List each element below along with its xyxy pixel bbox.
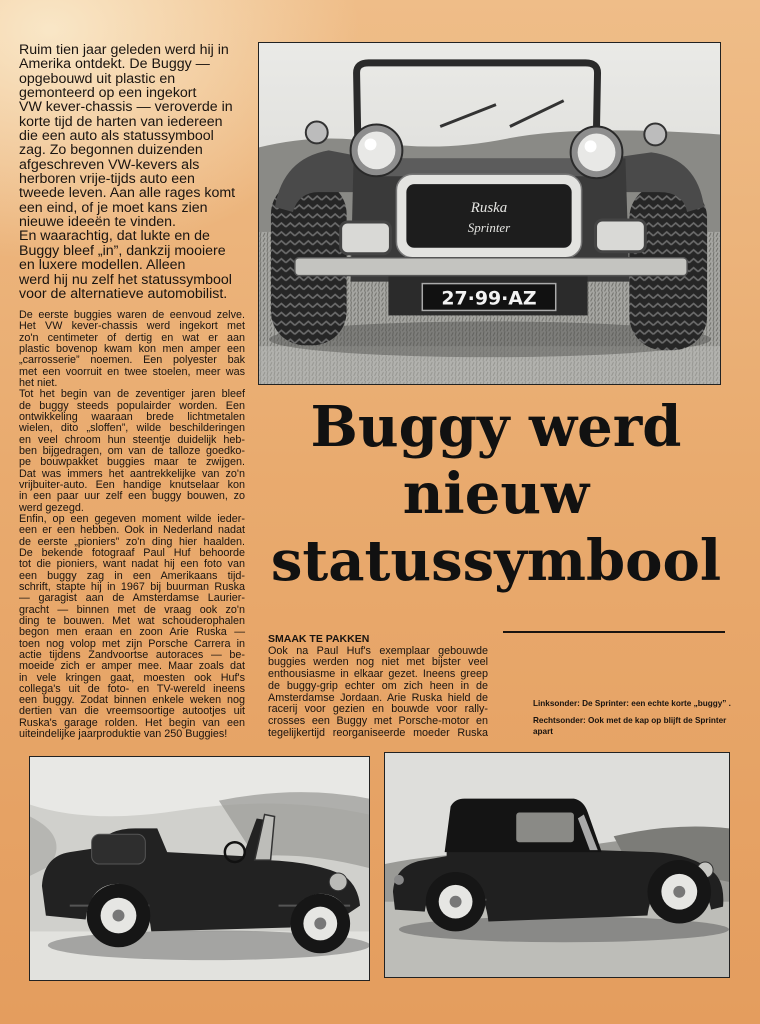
photo-front-view (258, 42, 721, 385)
hub-front (673, 886, 685, 898)
hub-front (314, 918, 326, 930)
subheading: SMAAK TE PAKKEN (268, 633, 370, 645)
middle-column (268, 646, 488, 740)
intro-line: voor de alternatieve automobilist. (19, 285, 228, 302)
column-line: Amsterdamse Jordaan. Arie Ruska hield de (268, 691, 488, 704)
intro-line: Ruim tien jaar geleden werd hij in (19, 42, 229, 58)
text-line: moeide zich er amper mee. Maar zoals dat (19, 660, 245, 673)
text-line: Enfin, op een gegeven moment wilde ieder- (19, 512, 245, 525)
license-plate-text: 27·99·AZ (441, 287, 537, 310)
text-line: collega's uit de foto- en TV-wereld ineens (19, 682, 245, 695)
intro-line: afgeschreven VW-kevers als (19, 156, 200, 173)
text-line: actie tijdens Zandvoortse autoraces — be- (19, 648, 245, 661)
intro-line: tweede leven. Aan alle rages komt (19, 185, 236, 202)
text-line: de eerste „pioniers” zo'n ding hier haalden. (19, 535, 245, 548)
text-line: het niet. (19, 376, 58, 389)
headlight-left-glint (365, 138, 377, 150)
text-line: tot die pioniers, want nadat hij een foto van (19, 558, 245, 571)
caption-line: Rechtsonder: Ook met de kap op blijft de Sprinter (533, 716, 727, 725)
intro-line: opgebouwd uit plastic en (19, 70, 176, 87)
text-line: „carrosserie” noemen. Een polyester bak (19, 354, 245, 367)
text-line: ben bijgedragen, om van de talloze goedko- (19, 444, 245, 457)
text-line: uiteindelijke jaarproduktie van 250 Buggies! (19, 728, 228, 741)
paragraph (19, 514, 245, 741)
body-column (19, 310, 245, 740)
seat (92, 834, 146, 864)
side-window (516, 812, 574, 842)
headline-line: statussymbool (270, 528, 722, 594)
text-line: — garagist aan de Amsterdamse Laurier- (19, 592, 245, 605)
intro-line: werd hij nu zelf het statussymbool (19, 271, 232, 288)
fender-lamp-left (306, 122, 328, 144)
text-line: in vele kringen gaat, moesten ook Huf's (19, 671, 245, 684)
text-line: in een paar uur zelf een buggy bouwen, zo (19, 490, 245, 503)
headlight-right-glint (585, 140, 597, 152)
photo-soft-top-right (384, 752, 730, 978)
text-line: zo'n centimeter of dertig en wat er aan (19, 331, 245, 344)
hub-rear (450, 896, 462, 908)
fender-lamp-right (644, 124, 666, 146)
hub-rear (113, 910, 125, 922)
column-line: de buggy-grip echter om zich heen in de (268, 679, 488, 692)
bumper (295, 258, 687, 276)
headline (250, 394, 742, 595)
caption-left: Linksonder: De Sprinter: een echte korte „buggy” . (533, 699, 731, 708)
column-line: tegelijkertijd reorganiseerde moeder Ruska (268, 726, 488, 739)
intro-line: gemonteerd op een ingekort (19, 85, 197, 102)
intro-line: Buggy bleef „in”, dankzij mooiere (19, 242, 226, 259)
text-line: ontwikkeling waaraan brede lichtmetalen (19, 410, 245, 423)
badge-sprinter: Sprinter (467, 219, 511, 235)
rear-lamp (394, 875, 404, 885)
text-line: pe bouwpakket buggies maar te zwijgen. (19, 456, 245, 469)
column-line: buggies werden nog niet met bijster veel (268, 656, 488, 669)
text-line: werd gezegd. (19, 501, 84, 514)
intro-line: En waarachtig, dat lukte en de (19, 228, 210, 245)
caption-line: apart (533, 726, 554, 736)
paragraph (19, 310, 245, 389)
intro-line: VW kever-chassis — veroverde in (19, 99, 233, 116)
text-line: plastic bovenop kwam kon men amper een (19, 342, 245, 355)
text-line: ding te bouwen. Met wat schouderophalen (19, 614, 245, 627)
photo-side-view-left (29, 756, 370, 981)
text-line: begon men eraan en zoon Arie Ruska — (19, 626, 245, 639)
text-line: een er een hebben. Ook in Nederland nadat (19, 524, 245, 537)
text-line: gracht — binnen met de vraag ook zo'n (19, 603, 245, 616)
text-line: dertien van die vreemsoortige autootjes uit (19, 705, 245, 718)
headlight-right-lens (578, 133, 616, 171)
text-line: wielen, dito „sloffen”, wilde beschilderingen (19, 422, 245, 435)
column-line: Ook na Paul Huf's exemplaar gebouwde (268, 644, 488, 657)
front-view-scene (259, 43, 720, 384)
intro-line: nieuwe ideeën te vinden. (19, 214, 176, 231)
caption-right (533, 716, 748, 737)
text-line: vrijbuiter-auto. Een handige knutselaar kon (19, 478, 245, 491)
headline-line: nieuw (402, 461, 590, 527)
text-line: een buggy. Zodat binnen enkele weken nog (19, 694, 245, 707)
intro-line: korte tijd de harten van iedereen (19, 113, 223, 130)
side-view-scene (30, 757, 369, 980)
headline-line: Buggy werd (310, 394, 682, 460)
text-line: met een voorruit en twee stoelen, meer was (19, 365, 245, 378)
badge-ruska: Ruska (470, 200, 508, 217)
text-line: Tot het begin van de zeventiger jaren bleef (19, 388, 245, 401)
divider-rule (503, 631, 725, 633)
headlight-left-lens (358, 131, 396, 169)
text-line: Ruska's garage rolden. Het begin van een (19, 716, 245, 729)
intro-line: zag. Zo begonnen duizenden (19, 142, 203, 159)
text-line: een buggy zag in een Amerikaans tijd- (19, 569, 245, 582)
intro-line: herboren vrije-tijds auto een (19, 171, 195, 188)
intro-line: Amerika ontdekt. De Buggy — (19, 56, 210, 73)
intro-line: die een auto als statussymbool (19, 128, 214, 145)
intro-line: en luxere modellen. Alleen (19, 257, 186, 274)
text-line: De eerste buggies waren de eenvoud zelve. (19, 309, 245, 321)
text-line: de buggy steeds populairder worden. Een (19, 399, 245, 412)
headlight (329, 873, 347, 891)
intro-paragraph (19, 43, 253, 301)
soft-top-scene (385, 753, 729, 977)
column-line: racerij voor gezien en bouwde voor rally- (268, 703, 488, 716)
indicator-left (341, 222, 391, 254)
text-line: Het VW kever-chassis werd ingekort met (19, 320, 245, 333)
intro-line: een eind, of je moet kans zien (19, 199, 208, 216)
column-line: crosses een Buggy met Porsche-motor en (268, 714, 488, 727)
paragraph (19, 389, 245, 514)
text-line: Dat was immers het aantrekkelijke van zo'n (19, 467, 245, 480)
indicator-right (596, 220, 646, 252)
text-line: en veel chroom hun steentje duidelijk heb- (19, 433, 245, 446)
column-line: enthousiasme in elkaar gezet. Ineens greep (268, 668, 488, 681)
text-line: schrift, stapte hij in 1967 bij buurman Ruska (19, 580, 245, 593)
text-line: De bekende fotograaf Paul Huf behoorde (19, 546, 245, 559)
text-line: toen nog volop met zijn Porsche Carrera in (19, 637, 245, 650)
